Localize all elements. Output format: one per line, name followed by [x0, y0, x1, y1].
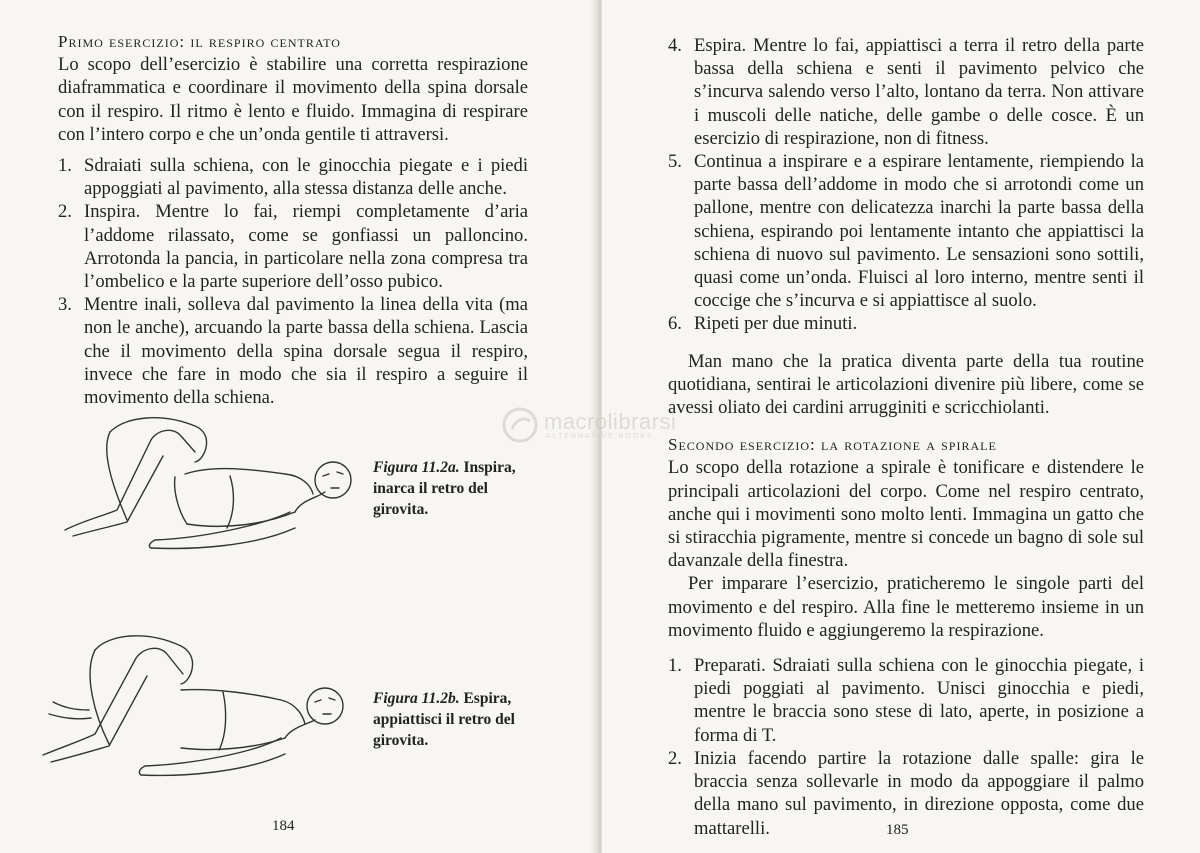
figure-11-2a-text: Inspira, inarca il retro del girovita. [373, 459, 516, 518]
exercise-2-steps [668, 654, 1144, 840]
figure-11-2a-label: Figura 11.2a. [373, 459, 460, 476]
exercise-1-steps [58, 154, 528, 409]
page-number-left: 184 [272, 818, 295, 834]
figure-11-2b-illustration [35, 630, 355, 785]
step-number: 2. [58, 201, 72, 223]
step-number: 1. [58, 155, 72, 177]
step-number: 1. [668, 655, 682, 677]
step-text: Continua a inspirare e a espirare lentamente, riempiendo la parte bassa dell’addome in modo che si arrotondi come un pallone, mentre con delicatezza inarchi la parte bassa della schiena, espirando poi lentamente intanto che appiattisci la schiena di nuovo sul pavimento. Le sensazioni sono sottili, quasi come un’onda. Fluisci al loro interno, mentre senti il coccige che s’incurva e si appiattisce al suolo. [694, 151, 1144, 312]
list-item [58, 293, 528, 409]
step-text: Ripeti per due minuti. [694, 313, 858, 335]
list-item [668, 150, 1144, 312]
left-text-block [58, 30, 528, 409]
figure-11-2b-text: Espira, appiattisci il retro del girovita. [373, 690, 515, 749]
list-item [668, 34, 1144, 150]
list-item [58, 200, 528, 293]
step-text: Preparati. Sdraiati sulla schiena con le ginocchia piegate, i piedi poggiati al pavimento. Unisci ginocchia e piedi, mentre le braccia sono stese di lato, aperte, in posizione a forma di T. [694, 655, 1144, 746]
exercise-1-heading: Primo esercizio: il respiro centrato [58, 32, 341, 51]
watermark-text: macrolibrarsi [544, 409, 677, 434]
figure-11-2b-label: Figura 11.2b. [373, 690, 460, 707]
step-number: 3. [58, 294, 72, 316]
exercise-2-intro: Lo scopo della rotazione a spirale è tonificare e distendere le principali articolazioni del corpo. Come nel respiro centrato, anche qui i movimenti sono molto lenti. Immagina un gatto che si stiracchia pigramente, mentre si concede un bagno di sole sul davanzale della finestra. [668, 457, 1144, 572]
step-number: 4. [668, 35, 682, 56]
figure-11-2a-illustration [55, 412, 365, 562]
watermark [500, 405, 700, 445]
figure-11-2b-caption [373, 688, 533, 751]
step-text: Mentre inali, solleva dal pavimento la linea della vita (ma non le anche), arcuando la parte bassa della schiena. Lascia che il movimento della spina dorsale segua il respiro, invece che fare in modo che sia il respiro a seguire il movimento della schiena. [84, 294, 528, 409]
closing-paragraph: Man mano che la pratica diventa parte della tua routine quotidiana, sentirai le articolazioni divenire più libere, come se avessi oliato dei cardini arrugginiti e scricchiolanti. [668, 350, 1144, 419]
exercise-1-steps-continued [668, 34, 1144, 336]
list-item [668, 312, 1144, 335]
step-text: Sdraiati sulla schiena, con le ginocchia piegate e i piedi appoggiati al pavimento, alla stessa distanza delle anche. [84, 155, 528, 200]
watermark-logo-icon [500, 405, 540, 445]
list-item [668, 654, 1144, 747]
watermark-subtext: ALTERNATIVE BOOKS [546, 433, 654, 440]
exercise-1-intro: Lo scopo dell’esercizio è stabilire una corretta respirazione diaframmatica e coordinare il movimento della spina dorsale con il respiro. Il ritmo è lento e fluido. Immagina di respirare con l’intero corpo e che un’onda gentile ti attraversi. [58, 54, 528, 145]
step-text: Inspira. Mentre lo fai, riempi completamente d’aria l’addome rilassato, come se gonfiassi un palloncino. Arrotonda la pancia, in particolare nella zona compresa tra l’ombelico e la parte superiore dell’osso pubico. [84, 201, 528, 293]
step-number: 6. [668, 313, 682, 335]
step-text: Espira. Mentre lo fai, appiattisci a terra il retro della parte bassa della schiena e senti il pavimento pelvico che s’incurva salendo verso l’alto, lontano da terra. Non attivare i muscoli delle natiche, delle gambe o delle cosce. È un esercizio di respirazione, non di fitness. [694, 35, 1144, 149]
step-text: Inizia facendo partire la rotazione dalle spalle: gira le braccia senza sollevarle in modo da appoggiare il palmo della mano sul pavimento, in direzione opposta, come due mattarelli. [694, 747, 1144, 839]
step-number: 2. [668, 747, 682, 769]
exercise-2-heading: Secondo esercizio: la rotazione a spirale [668, 435, 997, 455]
figure-11-2a-caption [373, 457, 533, 520]
right-text-block [668, 34, 1144, 840]
step-number: 5. [668, 151, 682, 173]
page-number-right: 185 [886, 822, 909, 838]
exercise-2-intro-2: Per imparare l’esercizio, praticheremo le singole parti del movimento e del respiro. Alla fine le metteremo insieme in un movimento fluido e aggiungeremo la respirazione. [668, 573, 1144, 641]
list-item [58, 154, 528, 200]
